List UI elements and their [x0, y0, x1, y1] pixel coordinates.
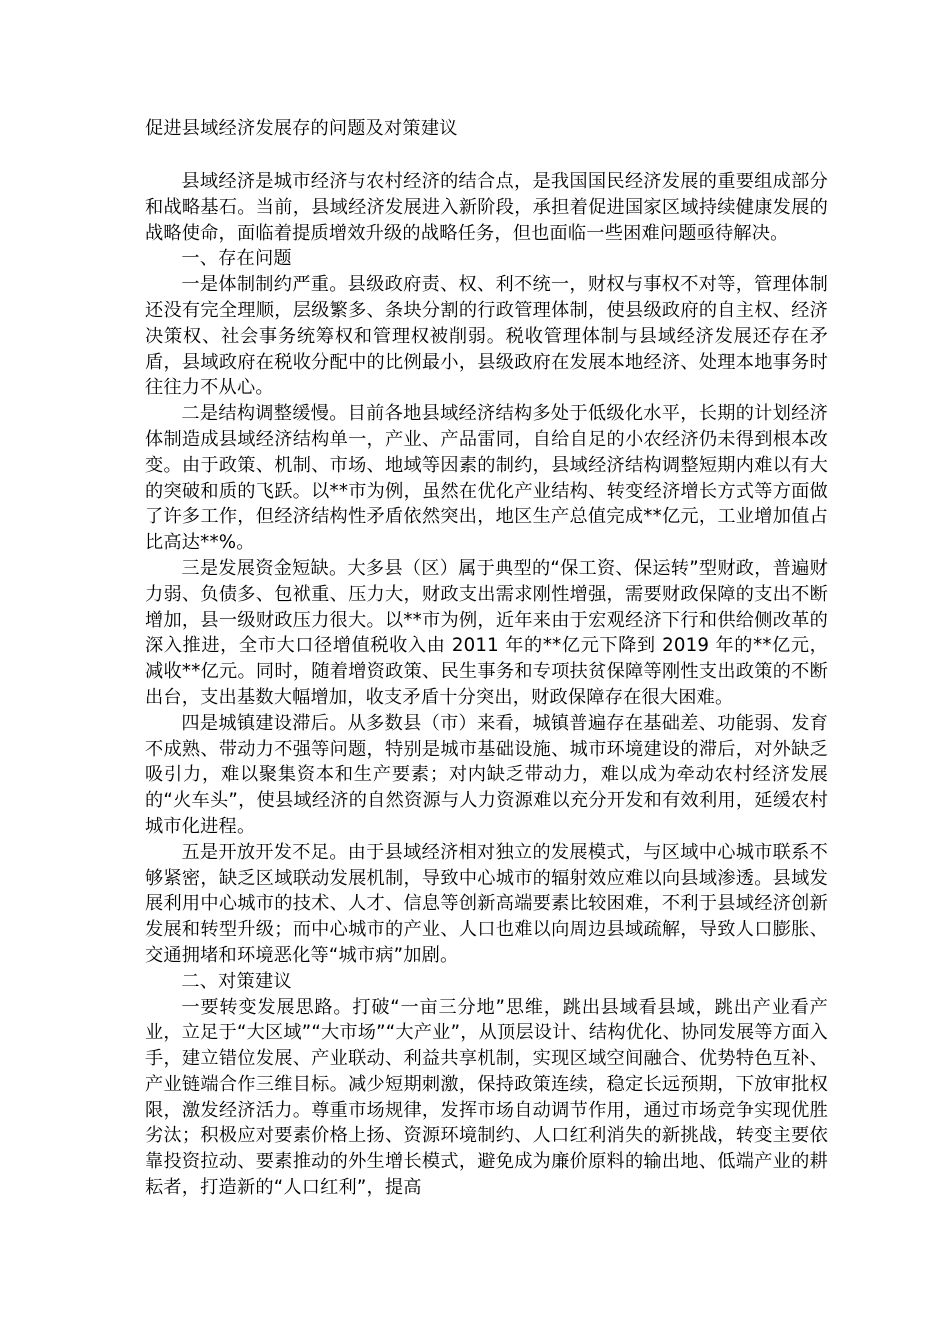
- problem-paragraph-4: 四是城镇建设滞后。从多数县（市）来看，城镇普遍存在基础差、功能弱、发育不成熟、带动力不强等问题，特别是城市基础设施、城市环境建设的滞后，对外缺乏吸引力，难以聚集资本和生产要素；对内缺乏带动力，难以成为牵动农村经济发展的“火车头”，使县域经济的自然资源与人力资源难以充分开发和有效利用，延缓农村城市化进程。: [145, 712, 828, 837]
- section-heading-suggestions: 二、对策建议: [181, 970, 292, 992]
- document-page: [145, 116, 828, 1201]
- intro-paragraph: 县域经济是城市经济与农村经济的结合点，是我国国民经济发展的重要组成部分和战略基石。当前，县域经济发展进入新阶段，承担着促进国家区域持续健康发展的战略使命，面临着提质增效升级的战略任务，但也面临一些困难问题亟待解决。: [145, 171, 828, 244]
- suggestion-paragraph-1: 一要转变发展思路。打破“一亩三分地”思维，跳出县域看县域，跳出产业看产业，立足于“大区域”“大市场”“大产业”，从顶层设计、结构优化、协同发展等方面入手，建立错位发展、产业联动、利益共享机制，实现区域空间融合、优势特色互补、产业链端合作三维目标。减少短期刺激，保持政策连续，稳定长远预期，下放审批权限，激发经济活力。尊重市场规律，发挥市场自动调节作用，通过市场竞争实现优胜劣汰；积极应对要素价格上扬、资源环境制约、人口红利消失的新挑战，转变主要依靠投资拉动、要素推动的外生增长模式，避免成为廉价原料的输出地、低端产业的耕耘者，打造新的“人口红利”，提高: [145, 996, 828, 1199]
- problem-paragraph-1: 一是体制制约严重。县级政府责、权、利不统一，财权与事权不对等，管理体制还没有完全理顺，层级繁多、条块分割的行政管理体制，使县级政府的自主权、经济决策权、社会事务统筹权和管理权被削弱。税收管理体制与县域经济发展还存在矛盾，县域政府在税收分配中的比例最小，县级政府在发展本地经济、处理本地事务时往往力不从心。: [145, 274, 828, 399]
- document-title: 促进县域经济发展存的问题及对策建议: [145, 118, 458, 139]
- problem-paragraph-2: 二是结构调整缓慢。目前各地县域经济结构多处于低级化水平，长期的计划经济体制造成县域经济结构单一，产业、产品雷同，自给自足的小农经济仍未得到根本改变。由于政策、机制、市场、地域等因素的制约，县域经济结构调整短期内难以有大的突破和质的飞跃。以**市为例，虽然在优化产业结构、转变经济增长方式等方面做了许多工作，但经济结构性矛盾依然突出，地区生产总值完成**亿元，工业增加值占比高达**%。: [145, 403, 828, 554]
- problem-paragraph-5: 五是开放开发不足。由于县域经济相对独立的发展模式，与区域中心城市联系不够紧密，缺乏区域联动发展机制，导致中心城市的辐射效应难以向县域渗透。县域发展利用中心城市的技术、人才、信息等创新高端要素比较困难，不利于县域经济创新发展和转型升级；而中心城市的产业、人口也难以向周边县域疏解，导致人口膨胀、交通拥堵和环境恶化等“城市病”加剧。: [145, 841, 828, 966]
- section-heading-problems: 一、存在问题: [181, 248, 292, 270]
- problem-paragraph-3: 三是发展资金短缺。大多县（区）属于典型的“保工资、保运转”型财政，普遍财力弱、负债多、包袱重、压力大，财政支出需求刚性增强，需要财政保障的支出不断增加，县一级财政压力很大。以**市为例，近年来由于宏观经济下行和供给侧改革的深入推进，全市大口径增值税收入由 2011 年的**亿元下降到 2019 年的**亿元，减收**亿元。同时，随着增资政策、民生事务和专项扶贫保障等刚性支出政策的不断出台，支出基数大幅增加，收支矛盾十分突出，财政保障存在很大困难。: [145, 557, 828, 708]
